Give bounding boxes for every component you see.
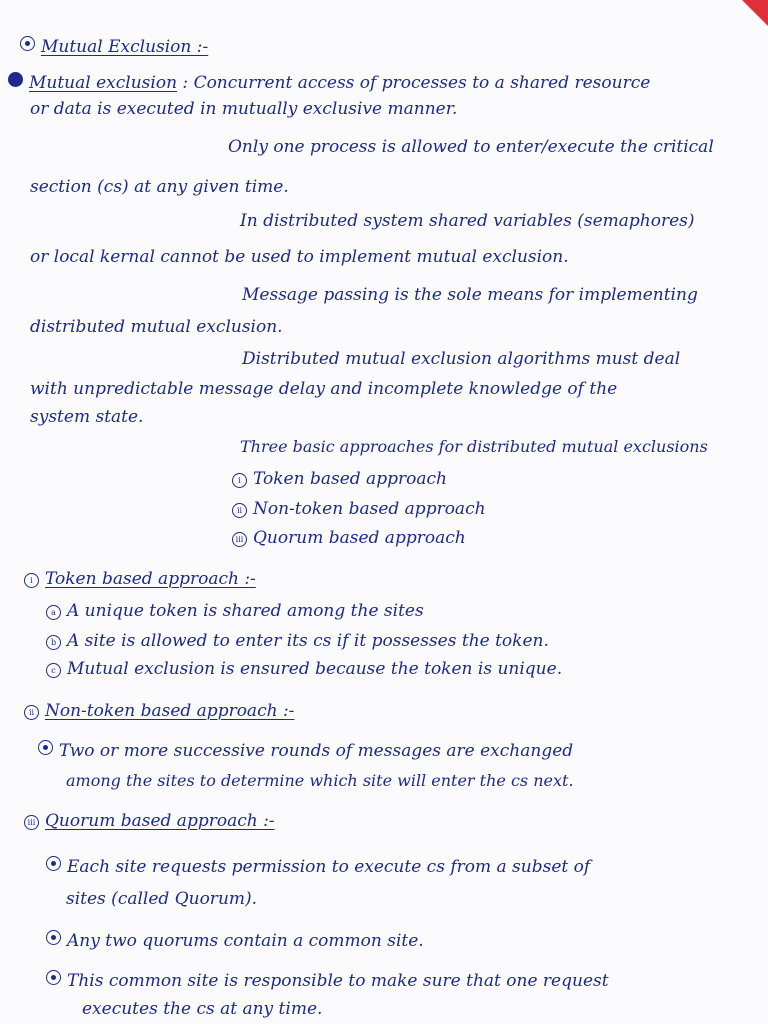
roman-numeral-bullet-icon: i bbox=[232, 473, 247, 488]
token-point: c Mutual exclusion is ensured because the token is unique. bbox=[46, 658, 562, 680]
definition-term: Mutual exclusion bbox=[29, 73, 178, 93]
paragraph-4-line-1: Message passing is the sole means for implementing bbox=[242, 285, 698, 305]
nontoken-point-line-1: Two or more successive rounds of messages are exchanged bbox=[38, 740, 573, 762]
filled-bullet-icon bbox=[8, 72, 23, 87]
letter-bullet-icon: c bbox=[46, 663, 61, 678]
roman-numeral-bullet-icon: ii bbox=[24, 705, 39, 720]
page-corner-mark bbox=[742, 0, 768, 26]
definition-line-1 bbox=[8, 72, 650, 94]
paragraph-5-line-3: system state. bbox=[30, 407, 144, 427]
quorum-point-3-line-2: executes the cs at any time. bbox=[82, 999, 323, 1019]
roman-numeral-bullet-icon: iii bbox=[24, 815, 39, 830]
roman-numeral-bullet-icon: iii bbox=[232, 532, 247, 547]
approach-item: iii Quorum based approach bbox=[232, 527, 466, 549]
bullet-icon bbox=[38, 740, 53, 755]
roman-numeral-bullet-icon: i bbox=[24, 573, 39, 588]
section-heading-token: i Token based approach :- bbox=[24, 568, 256, 590]
bullet-icon bbox=[46, 856, 61, 871]
quorum-point-2: Any two quorums contain a common site. bbox=[46, 930, 424, 952]
quorum-point-1-line-1: Each site requests permission to execute cs from a subset of bbox=[46, 856, 590, 878]
paragraph-2-line-2: section (cs) at any given time. bbox=[30, 177, 289, 197]
approach-item: i Token based approach bbox=[232, 468, 447, 490]
token-point: a A unique token is shared among the sites bbox=[46, 600, 424, 622]
paragraph-6-line-1: Three basic approaches for distributed mutual exclusions bbox=[240, 437, 708, 456]
paragraph-5-line-2: with unpredictable message delay and incomplete knowledge of the bbox=[30, 379, 618, 399]
letter-bullet-icon: b bbox=[46, 635, 61, 650]
token-point: b A site is allowed to enter its cs if it possesses the token. bbox=[46, 630, 549, 652]
heading-bullet-icon bbox=[20, 36, 35, 51]
definition-line-2: or data is executed in mutually exclusive manner. bbox=[30, 99, 458, 119]
quorum-point-3-line-1: This common site is responsible to make sure that one request bbox=[46, 970, 609, 992]
paragraph-3-line-1: In distributed system shared variables (semaphores) bbox=[240, 211, 695, 231]
paragraph-4-line-2: distributed mutual exclusion. bbox=[30, 317, 283, 337]
roman-numeral-bullet-icon: ii bbox=[232, 503, 247, 518]
quorum-point-1-line-2: sites (called Quorum). bbox=[66, 889, 258, 909]
letter-bullet-icon: a bbox=[46, 605, 61, 620]
nontoken-point-line-2: among the sites to determine which site will enter the cs next. bbox=[66, 771, 574, 790]
definition-separator: : bbox=[182, 73, 189, 93]
bullet-icon bbox=[46, 970, 61, 985]
section-heading-quorum: iii Quorum based approach :- bbox=[24, 810, 275, 832]
paragraph-5-line-1: Distributed mutual exclusion algorithms must deal bbox=[242, 349, 681, 369]
paragraph-2-line-1: Only one process is allowed to enter/execute the critical bbox=[228, 137, 714, 157]
approach-item: ii Non-token based approach bbox=[232, 498, 486, 520]
bullet-icon bbox=[46, 930, 61, 945]
definition-text: Concurrent access of processes to a shared resource bbox=[193, 73, 651, 93]
paragraph-3-line-2: or local kernal cannot be used to implement mutual exclusion. bbox=[30, 247, 569, 267]
page-heading: Mutual Exclusion :- bbox=[20, 36, 208, 58]
section-heading-nontoken: ii Non-token based approach :- bbox=[24, 700, 294, 722]
